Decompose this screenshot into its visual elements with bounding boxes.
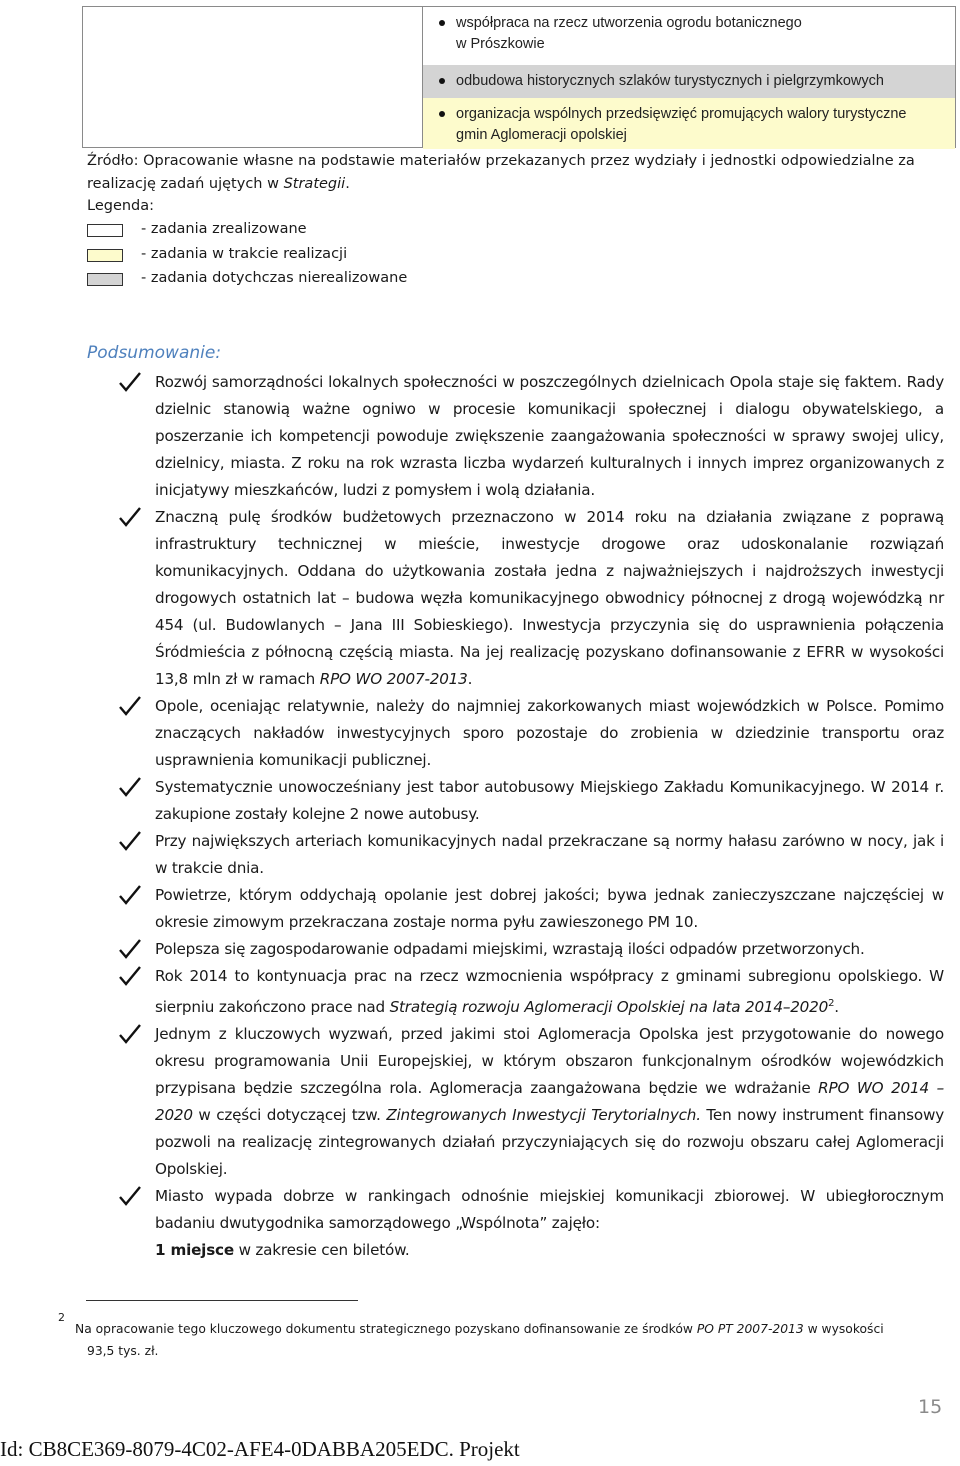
table-left-cell xyxy=(83,7,423,147)
task-text: odbudowa historycznych szlaków turystycznych i pielgrzymkowych xyxy=(456,73,884,89)
checkmark-icon xyxy=(118,695,142,717)
checkmark-icon xyxy=(118,938,142,960)
checkmark-icon xyxy=(118,371,142,393)
checkmark-icon xyxy=(118,830,142,852)
checkmark-icon xyxy=(118,965,142,987)
summary-heading: Podsumowanie: xyxy=(87,343,222,363)
legend-swatch-not-started xyxy=(87,273,123,286)
checkmark-icon xyxy=(118,884,142,906)
footnote-number: 2 xyxy=(58,1311,65,1324)
task-text-cont: w Prószkowie xyxy=(456,36,545,52)
checkmark-icon xyxy=(118,506,142,528)
page-number: 15 xyxy=(918,1396,943,1418)
bullet-icon xyxy=(439,20,445,26)
list-item: Miasto wypada dobrze w rankingach odnośnie miejskiej komunikacji zbiorowej. W ubiegłorocznym badaniu dwutygodnika samorządowego „Wspólnota” zajęło: 1 miejsce w zakresie cen biletów. xyxy=(118,1183,944,1264)
document-id: Id: CB8CE369-8079-4C02-AFE4-0DABBA205EDC. Projekt xyxy=(0,1437,520,1461)
tasks-table xyxy=(82,6,956,148)
list-item: Jednym z kluczowych wyzwań, przed jakimi stoi Aglomeracja Opolska jest przygotowanie do nowego okresu programowania Unii Europejskiej, w którym obszaron funkcjonalnym ośrodków wojewódzkich przypisana będzie szczególna rola. Aglomeracja zaangażowana będzie we wdrażanie RPO WO 2014 – 2020 w części dotyczącej tzw. Zintegrowanych Inwestycji Terytorialnych. Ten nowy instrument finansowy pozwoli na realizację zintegrowanych działań przyczyniających się do rozwoju obszaru całej Aglomeracji Opolskiej. xyxy=(118,1021,944,1183)
checkmark-icon xyxy=(118,1185,142,1207)
table-row xyxy=(423,98,955,149)
checkmark-icon xyxy=(118,1023,142,1045)
summary-list xyxy=(118,369,944,1264)
footnote-separator xyxy=(86,1300,358,1301)
list-item: Polepsza się zagospodarowanie odpadami miejskimi, wzrastają ilości odpadów przetworzonych. xyxy=(118,936,944,963)
table-row xyxy=(423,65,955,98)
footnote-ref[interactable]: 2 xyxy=(828,998,835,1009)
list-item: Rok 2014 to kontynuacja prac na rzecz wzmocnienia współpracy z gminami subregionu opolskiego. W sierpniu zakończono prace nad Strategią rozwoju Aglomeracji Opolskiej na lata 2014–2020$^2$. xyxy=(118,963,944,1021)
footnote-text: Na opracowanie tego kluczowego dokumentu strategicznego pozyskano dofinansowanie ze środków PO PT 2007-2013 w wysokości 93,5 tys. zł. xyxy=(75,1322,884,1358)
task-text: współpraca na rzecz utworzenia ogrodu botanicznego xyxy=(456,15,802,31)
list-item: Znaczną pulę środków budżetowych przeznaczono w 2014 roku na działania związane z poprawą infrastruktury technicznej w mieście, inwestycje drogowe oraz udoskonalanie rozwiązań komunikacyjnych. Oddana do użytkowania została jedna z najważniejszych i najdroższych inwestycji drogowych ostatnich lat – budowa węzła komunikacyjnego obwodnicy północnej z drogą wojewódzką nr 454 (ul. Budowlanych – Jana III Sobieskiego). Inwestycja przyczynia się do usprawnienia połączenia Śródmieścia z północną częścią miasta. Na jej realizację pozyskano dofinansowanie z EFRR w wysokości 13,8 mln zł w ramach RPO WO 2007-2013. xyxy=(118,504,944,693)
bullet-icon xyxy=(439,111,445,117)
task-text: organizacja wspólnych przedsięwzięć promujących walory turystyczne xyxy=(456,106,907,122)
list-item: Opole, oceniając relatywnie, należy do najmniej zakorkowanych miast wojewódzkich w Polsce. Pomimo znaczących nakładów inwestycyjnych sporo pozostaje do zrobienia w dziedzinie transportu oraz usprawnienia komunikacji publicznej. xyxy=(118,693,944,774)
legend-title: Legenda: xyxy=(87,198,155,214)
list-item: Powietrze, którym oddychają opolanie jest dobrej jakości; bywa jednak zanieczyszczane najczęściej w okresie zimowym przekraczana zostaje norma pyłu zawieszonego PM 10. xyxy=(118,882,944,936)
table-row xyxy=(423,7,955,65)
source-note: Źródło: Opracowanie własne na podstawie materiałów przekazanych przez wydziały i jednostki odpowiedzialne za realizację zadań ujętych w Strategii. xyxy=(87,153,915,192)
task-text-cont: gmin Aglomeracji opolskiej xyxy=(456,127,627,143)
list-item: Rozwój samorządności lokalnych społeczności w poszczególnych dzielnicach Opola staje się faktem. Rady dzielnic stanowią ważne ogniwo w procesie komunikacji społecznej i dialogu obywatelskiego, a poszerzanie ich kompetencji powoduje zwiększenie zaangażowania społeczności w sprawy swojej ulicy, dzielnicy, miasta. Z roku na rok wzrasta liczba wydarzeń kulturalnych i innych imprez organizowanych z inicjatywy mieszkańców, ludzi z pomysłem i wolą działania. xyxy=(118,369,944,504)
legend-swatch-in-progress xyxy=(87,249,123,262)
legend-swatch-done xyxy=(87,224,123,237)
checkmark-icon xyxy=(118,776,142,798)
list-item: Przy największych arteriach komunikacyjnych nadal przekraczane są normy hałasu zarówno w nocy, jak i w trakcie dnia. xyxy=(118,828,944,882)
bullet-icon xyxy=(439,78,445,84)
list-item: Systematycznie unowocześniany jest tabor autobusowy Miejskiego Zakładu Komunikacyjnego. W 2014 r. zakupione zostały kolejne 2 nowe autobusy. xyxy=(118,774,944,828)
table-right-cell xyxy=(423,7,955,147)
